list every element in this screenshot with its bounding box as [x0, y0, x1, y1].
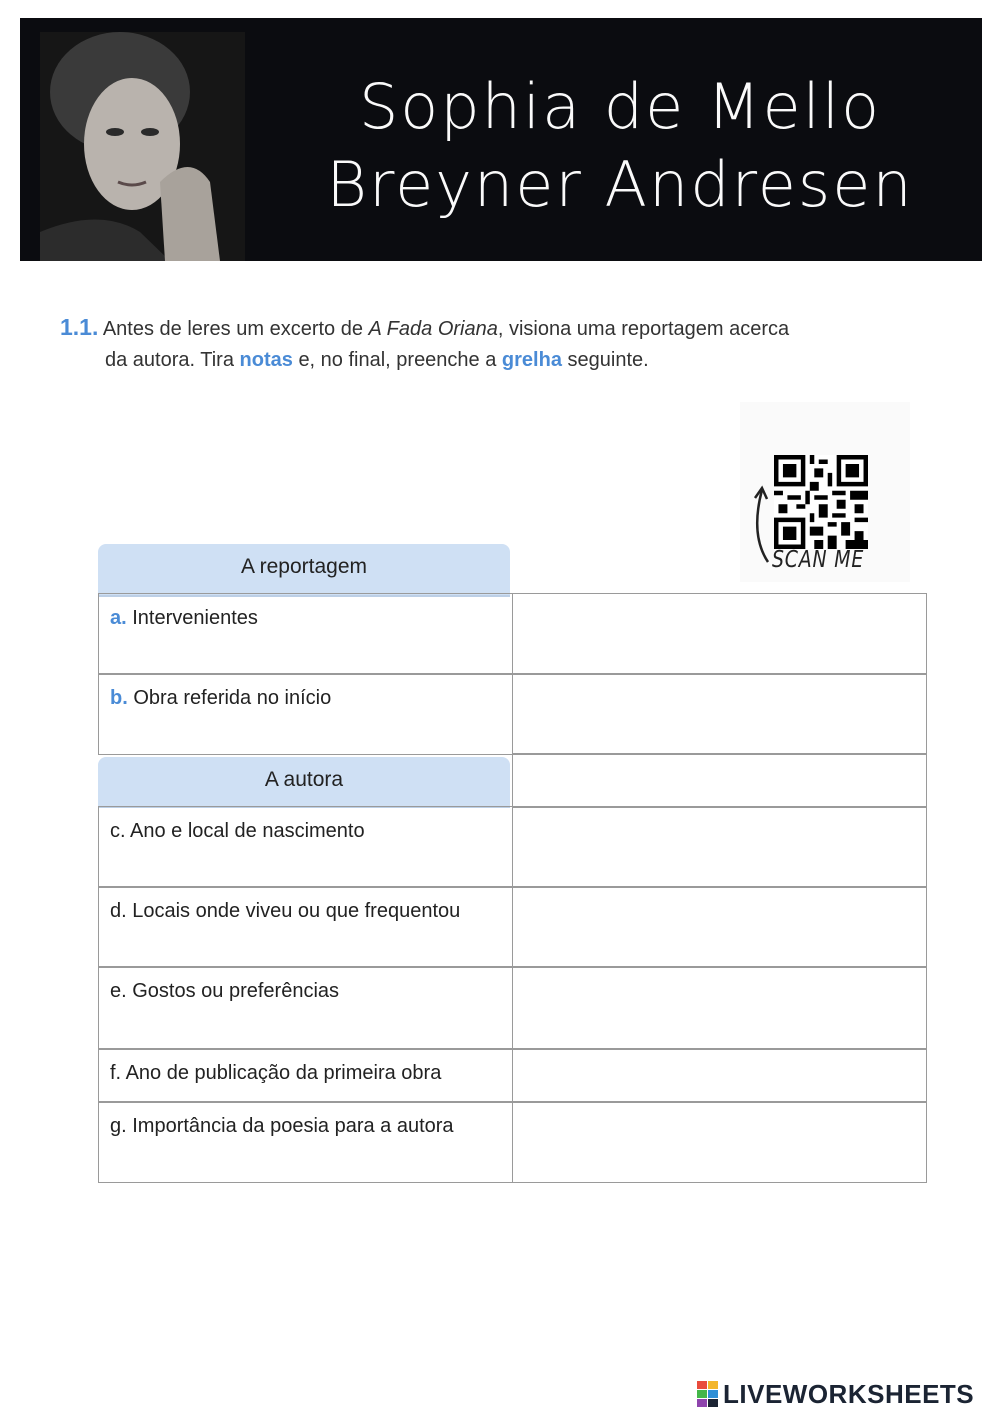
banner-title [260, 68, 980, 224]
banner-title-line1: Sophia de Mello [358, 70, 882, 143]
row-a-text: Intervenientes [132, 607, 258, 629]
row-g-answer-field[interactable] [512, 1101, 927, 1183]
section-header-autora: A autora [98, 757, 510, 806]
row-f-answer-field[interactable] [512, 1048, 927, 1103]
row-a-letter: a. [110, 607, 127, 629]
question-number: 1.1. [60, 314, 99, 340]
instruction-part5: seguinte. [567, 349, 649, 371]
row-a-answer-field[interactable] [512, 593, 927, 675]
row-d-label: d. Locais onde viveu ou que frequentou [98, 886, 513, 968]
author-photo [40, 32, 245, 261]
section2-empty-cell [512, 753, 927, 808]
row-e-label: e. Gostos ou preferências [98, 966, 513, 1050]
instruction-part2: , visiona uma reportagem acerca [497, 318, 790, 340]
work-title: A Fada Oriana [368, 318, 498, 340]
title-banner [20, 18, 982, 261]
liveworksheets-logo-icon [697, 1381, 719, 1407]
instruction-text [60, 312, 940, 376]
row-f-label: f. Ano de publicação da primeira obra [98, 1048, 513, 1103]
instruction-part3: da autora. Tira [105, 349, 234, 371]
row-c-label: c. Ano e local de nascimento [98, 806, 513, 888]
row-a-label [98, 593, 513, 675]
highlight-notas: notas [239, 349, 293, 371]
scan-me-label: SCAN ME [772, 547, 865, 573]
instruction-part1: Antes de leres um excerto de [102, 318, 363, 340]
footer-brand-text: LIVEWORKSHEETS [723, 1378, 975, 1409]
qr-code[interactable] [774, 455, 868, 549]
row-b-letter: b. [110, 687, 128, 709]
row-b-answer-field[interactable] [512, 673, 927, 755]
row-c-answer-field[interactable] [512, 806, 927, 888]
banner-title-line2: Breyner Andresen [326, 148, 914, 221]
footer-brand [697, 1379, 974, 1409]
instruction-part4: e, no final, preenche a [298, 349, 497, 371]
row-b-text: Obra referida no início [133, 687, 332, 709]
section-header-reportagem: A reportagem [98, 544, 510, 595]
highlight-grelha: grelha [501, 349, 562, 371]
row-d-answer-field[interactable] [512, 886, 927, 968]
row-e-answer-field[interactable] [512, 966, 927, 1050]
row-b-label [98, 673, 513, 755]
row-g-label: g. Importância da poesia para a autora [98, 1101, 513, 1183]
scan-arrow-icon [748, 480, 774, 565]
